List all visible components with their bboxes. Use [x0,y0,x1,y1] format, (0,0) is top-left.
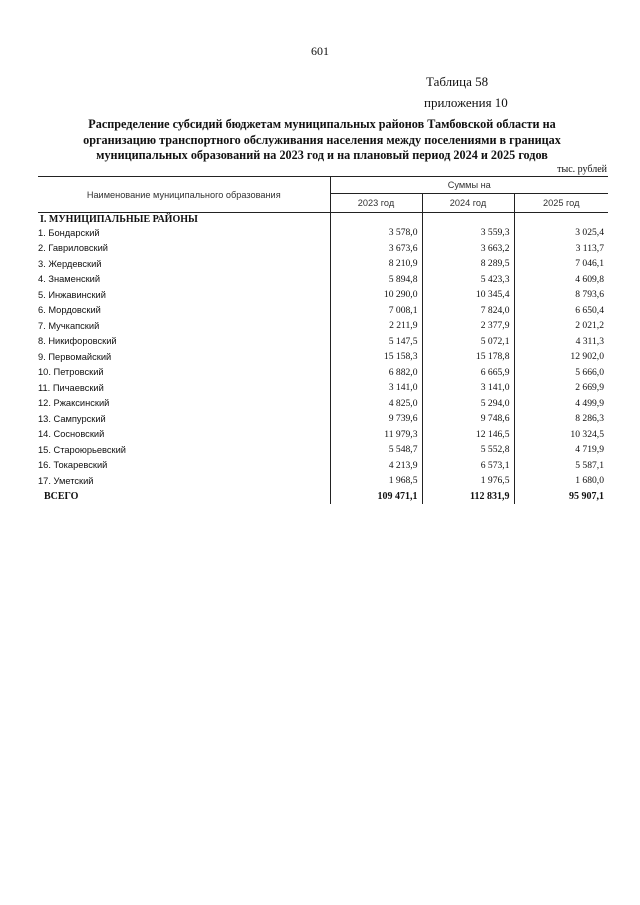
table-row [38,303,608,319]
table-row [38,241,608,257]
value-2025: 5 587,1 [514,458,608,474]
district-name: 3. Жердевский [38,258,102,269]
value-2025: 10 324,5 [514,427,608,443]
value-2023: 3 141,0 [330,380,422,396]
district-name: 13. Сампурский [38,413,106,424]
value-2024: 5 294,0 [422,396,514,412]
value-2023: 11 979,3 [330,427,422,443]
document-title: Распределение субсидий бюджетам муниципальных районов Тамбовской области на организацию транспортного обслуживания населения между поселениями в границах муниципальных образований на 2023 год и на плановый период 2024 и 2025 годов [83,117,561,162]
value-2024: 1 976,5 [422,473,514,489]
value-2023: 5 548,7 [330,442,422,458]
value-2024: 112 831,9 [422,489,514,505]
value-2023: 9 739,6 [330,411,422,427]
value-2024: 3 141,0 [422,380,514,396]
value-2023: 10 290,0 [330,287,422,303]
table-number: Таблица 58 [426,74,489,89]
district-name: 5. Инжавинский [38,289,106,300]
value-2024: 9 748,6 [422,411,514,427]
value-2024: 10 345,4 [422,287,514,303]
value-2025: 1 680,0 [514,473,608,489]
value-2023: 109 471,1 [330,489,422,505]
value-2024: 5 423,3 [422,272,514,288]
value-2025: 2 021,2 [514,318,608,334]
subsidy-table [38,176,608,504]
header-sums: Суммы на [330,177,608,194]
district-name: 10. Петровский [38,367,104,378]
value-2025: 4 499,9 [514,396,608,412]
district-name: 16. Токаревский [38,460,108,471]
value-2025: 5 666,0 [514,365,608,381]
value-2024: 6 573,1 [422,458,514,474]
table-row [38,396,608,412]
value-2024: 3 663,2 [422,241,514,257]
table-row [38,334,608,350]
district-name: 14. Сосновский [38,429,105,440]
page-number: 601 [311,44,329,58]
value-2024: 7 824,0 [422,303,514,319]
value-2024: 15 178,8 [422,349,514,365]
value-2025: 4 719,9 [514,442,608,458]
table-row [38,473,608,489]
table-row [38,318,608,334]
value-2023: 4 213,9 [330,458,422,474]
district-name: 6. Мордовский [38,305,101,316]
section-row [38,213,608,226]
value-2023: 4 825,0 [330,396,422,412]
value-2024: 12 146,5 [422,427,514,443]
district-name: 9. Первомайский [38,351,112,362]
value-2025: 3 025,4 [514,225,608,241]
value-2023: 3 578,0 [330,225,422,241]
value-2024: 3 559,3 [422,225,514,241]
value-2025: 95 907,1 [514,489,608,505]
district-name: 4. Знаменский [38,274,101,285]
district-name: 11. Пичаевский [38,382,104,393]
value-2023: 15 158,3 [330,349,422,365]
appendix-label: приложения 10 [424,95,508,110]
district-name: 12. Ржаксинский [38,398,110,409]
header-year-2024: 2024 год [422,194,514,213]
table-row [38,272,608,288]
value-2023: 3 673,6 [330,241,422,257]
value-2025: 7 046,1 [514,256,608,272]
table-row [38,256,608,272]
district-name: 8. Никифоровский [38,336,117,347]
district-name: 2. Гавриловский [38,243,108,254]
district-name: ВСЕГО [44,490,79,502]
district-name: 7. Мучкапский [38,320,100,331]
value-2024: 6 665,9 [422,365,514,381]
district-name: 15. Староюрьевский [38,444,126,455]
value-2024: 2 377,9 [422,318,514,334]
total-row [38,489,608,505]
table-row [38,365,608,381]
table-row [38,349,608,365]
value-2025: 8 793,6 [514,287,608,303]
value-2023: 5 894,8 [330,272,422,288]
table-row [38,458,608,474]
district-name: 1. Бондарский [38,227,100,238]
value-2023: 6 882,0 [330,365,422,381]
value-2025: 12 902,0 [514,349,608,365]
table-row [38,427,608,443]
value-2023: 1 968,5 [330,473,422,489]
table-row [38,442,608,458]
header-name-column: Наименование муниципального образования [38,177,330,213]
value-2023: 2 211,9 [330,318,422,334]
value-2023: 7 008,1 [330,303,422,319]
value-2024: 5 552,8 [422,442,514,458]
value-2023: 5 147,5 [330,334,422,350]
header-year-2023: 2023 год [330,194,422,213]
section-title: I. МУНИЦИПАЛЬНЫЕ РАЙОНЫ [40,213,198,225]
value-2024: 8 289,5 [422,256,514,272]
header-year-2025: 2025 год [514,194,608,213]
value-2025: 4 311,3 [514,334,608,350]
value-2024: 5 072,1 [422,334,514,350]
district-name: 17. Уметский [38,475,94,486]
value-2025: 2 669,9 [514,380,608,396]
table-row [38,287,608,303]
value-2025: 4 609,8 [514,272,608,288]
value-2023: 8 210,9 [330,256,422,272]
table-row [38,225,608,241]
value-2025: 8 286,3 [514,411,608,427]
units-label: тыс. рублей [557,164,607,175]
table-row [38,380,608,396]
table-row [38,411,608,427]
value-2025: 6 650,4 [514,303,608,319]
value-2025: 3 113,7 [514,241,608,257]
